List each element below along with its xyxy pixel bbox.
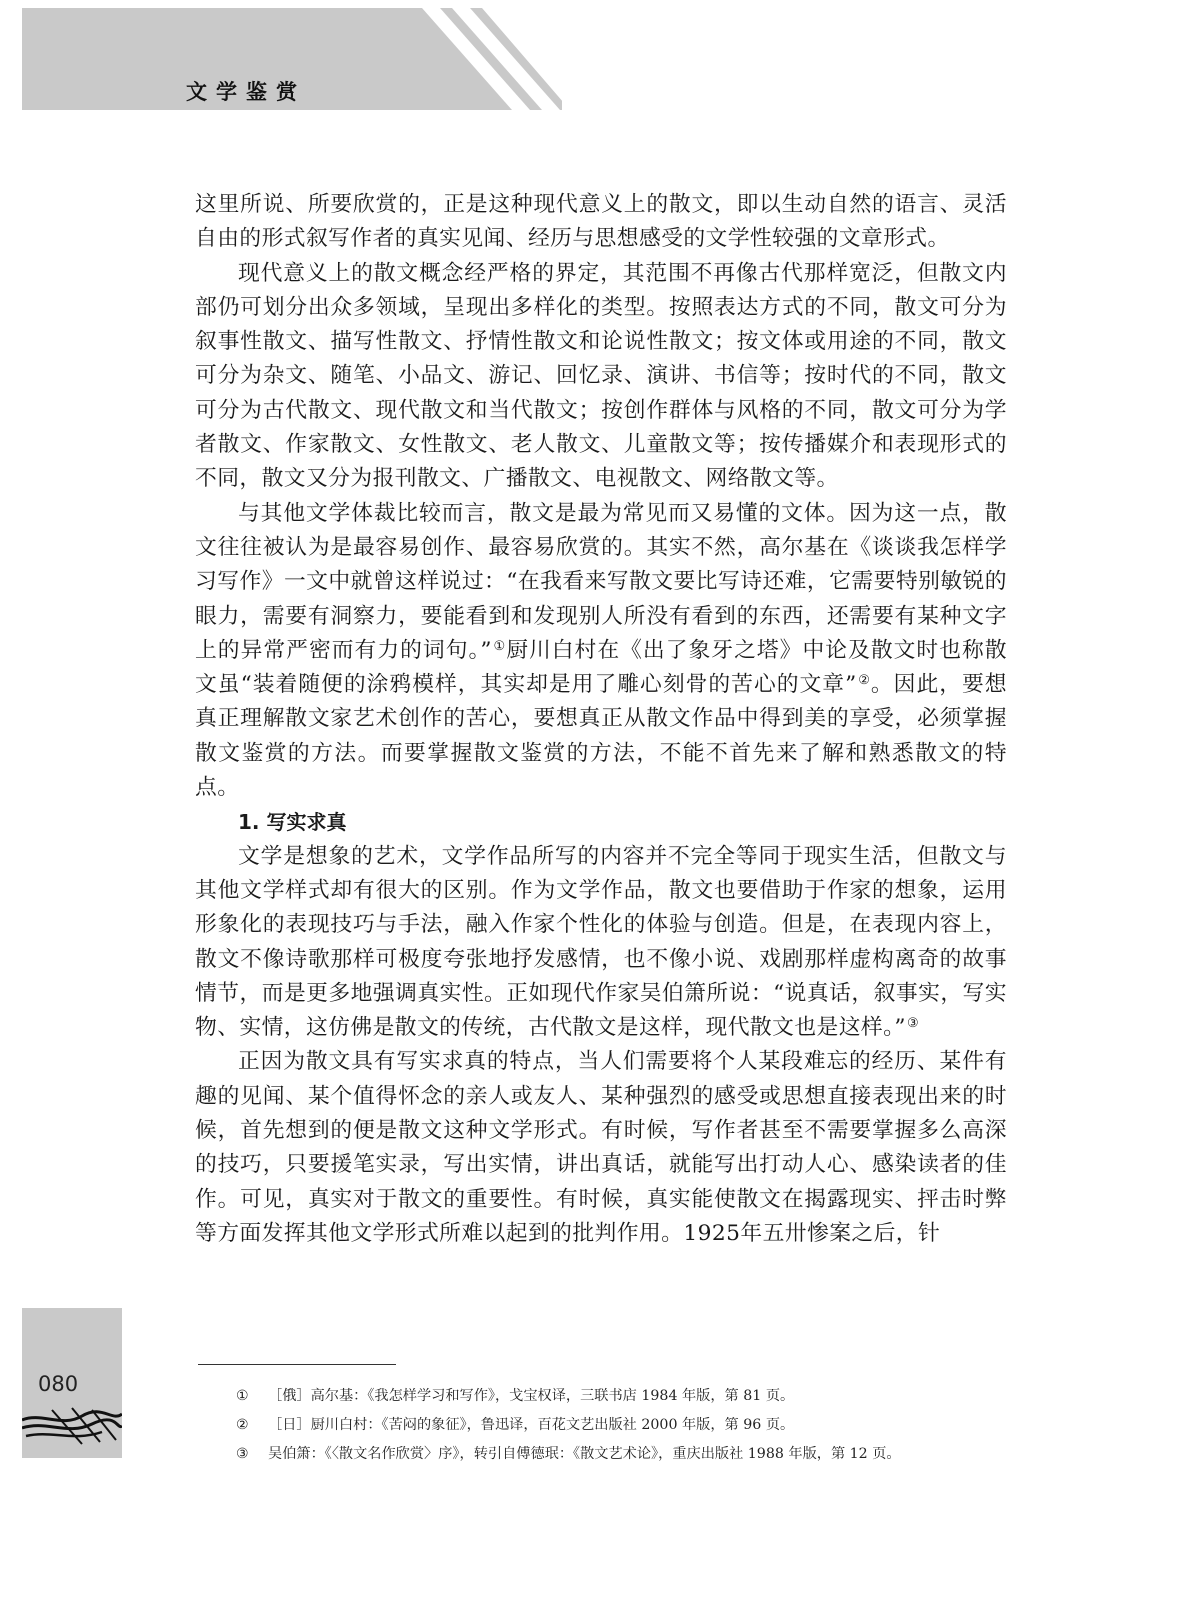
- section-heading: 1. 写实求真: [238, 810, 347, 835]
- footnote-text: ［日］厨川白村：《苦闷的象征》，鲁迅译，百花文艺出版社 2000 年版，第 96 页。: [268, 1417, 795, 1433]
- running-header-title: 文学鉴赏: [186, 80, 306, 104]
- footnote-text: 吴伯箫：《〈散文名作欣赏〉序》，转引自傅德珉：《散文艺术论》，重庆出版社 1988 年版，第 12 页。: [268, 1446, 901, 1462]
- page-tab-scribble-decoration: [22, 1402, 122, 1458]
- paragraph-text: 。因此，要想真正理解散文家艺术创作的苦心，要想真正从散文作品中得到美的享受，必须掌握散文鉴赏的方法。而要掌握散文鉴赏的方法，不能不首先来了解和熟悉散文的特点。: [195, 672, 1007, 801]
- footnote-number: ①: [236, 1388, 249, 1404]
- footnote-text: ［俄］高尔基：《我怎样学习和写作》，戈宝权译，三联书店 1984 年版，第 81 页。: [268, 1388, 795, 1404]
- footnote: [238, 1411, 1018, 1440]
- footnote-divider: [198, 1364, 396, 1365]
- paragraph: 现代意义上的散文概念经严格的界定，其范围不再像古代那样宽泛，但散文内部仍可划分出众多领域，呈现出多样化的类型。按照表达方式的不同，散文可分为叙事性散文、描写性散文、抒情性散文和论说性散文；按文体或用途的不同，散文可分为杂文、随笔、小品文、游记、回忆录、演讲、书信等；按时代的不同，散文可分为古代散文、现代散文和当代散文；按创作群体与风格的不同，散文可分为学者散文、作家散文、女性散文、老人散文、儿童散文等；按传播媒介和表现形式的不同，散文又分为报刊散文、广播散文、电视散文、网络散文等。: [195, 260, 1007, 492]
- paragraph: 正因为散文具有写实求真的特点，当人们需要将个人某段难忘的经历、某件有趣的见闻、某个值得怀念的亲人或友人、某种强烈的感受或思想直接表现出来的时候，首先想到的便是散文这种文学形式。有时候，写作者甚至不需要掌握多么高深的技巧，只要援笔实录，写出实情，讲出真话，就能写出打动人心、感染读者的佳作。可见，真实对于散文的重要性。有时候，真实能使散文在揭露现实、抨击时弊等方面发挥其他文学形式所难以起到的批判作用。1925年五卅惨案之后，针: [195, 1049, 1007, 1246]
- footnote-number: ②: [236, 1417, 249, 1433]
- footnote-ref: ①: [492, 638, 507, 654]
- footnotes: [238, 1382, 1018, 1469]
- footnote-number: ③: [236, 1446, 249, 1462]
- paragraph: [195, 497, 1007, 806]
- footnote: [238, 1382, 1018, 1411]
- paragraph: [195, 840, 1007, 1046]
- page-number: 080: [38, 1372, 79, 1396]
- footnote-ref: ②: [857, 673, 871, 689]
- paragraph: 这里所说、所要欣赏的，正是这种现代意义上的散文，即以生动自然的语言、灵活自由的形式叙写作者的真实见闻、经历与思想感受的文学性较强的文章形式。: [195, 192, 1007, 252]
- paragraph-text: 厨川白村在《出了象牙之塔》中论及散文时也称散文虽“装着随便的涂鸦模样，其实却是用了雕心刻骨的苦心的文章”: [195, 637, 1007, 698]
- main-body: [195, 188, 1007, 1251]
- paragraph-text: 与其他文学体裁比较而言，散文是最为常见而又易懂的文体。因为这一点，散文往往被认为是最容易创作、最容易欣赏的。其实不然，高尔基在《谈谈我怎样学习写作》一文中就曾这样说过：“在我看来写散文要比写诗还难，它需要特别敏锐的眼力，需要有洞察力，要能看到和发现别人所没有看到的东西，还需要有某种文字上的异常严密而有力的词句。”: [195, 500, 1007, 663]
- paragraph-text: 文学是想象的艺术，文学作品所写的内容并不完全等同于现实生活，但散文与其他文学样式却有很大的区别。作为文学作品，散文也要借助于作家的想象，运用形象化的表现技巧与手法，融入作家个性化的体验与创造。但是，在表现内容上，散文不像诗歌那样可极度夸张地抒发感情，也不像小说、戏剧那样虚构离奇的故事情节，而是更多地强调真实性。正如现代作家吴伯箫所说：“说真话，叙事实，写实物、实情，这仿佛是散文的传统，古代散文是这样，现代散文也是这样。”: [195, 843, 1007, 1041]
- footnote-ref: ③: [906, 1016, 920, 1032]
- footnote: [238, 1440, 1018, 1469]
